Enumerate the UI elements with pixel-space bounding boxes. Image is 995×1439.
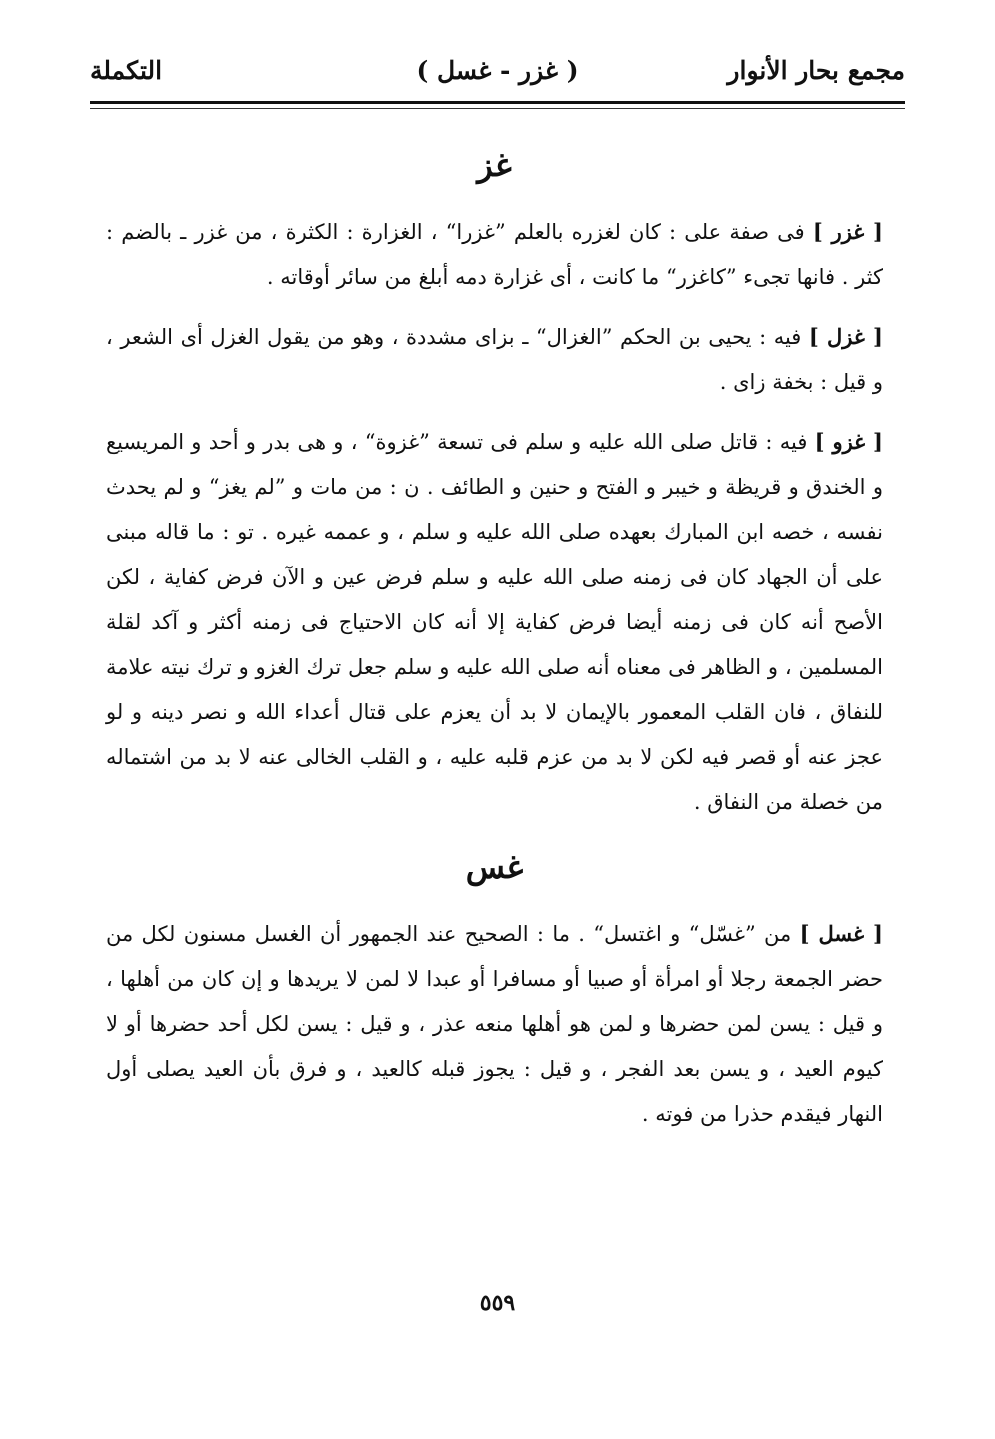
entry-text: من ”غسّل“ و اغتسل“ . ما : الصحيح عند الجمهور أن الغسل مسنون لكل من حضر الجمعة رجلا أو امرأة أو صبيا أو مسافرا أو عبدا لا لمن لا يريدها و إن كان من أهلها ، و قيل : يسن لمن حضرها و لمن هو أهلها منعه عذر ، و قيل : يسن لكل أحد حضرها أو لا كيوم العيد ، و يسن بعد الفجر ، و قيل : يجوز قبله كالعيد ، و فرق بأن العيد يصلى أول النهار فيقدم حذرا من فوته . (106, 922, 883, 1126)
section-ghs (106, 837, 883, 1137)
page-number: ٥٥٩ (479, 1290, 516, 1316)
entry-paragraph (106, 911, 883, 1137)
entry-headword: [ غسل ] (799, 921, 883, 946)
header-volume-label: التكملة (90, 55, 163, 85)
entry-headword: [ غزل ] (808, 324, 883, 349)
header-rule-thin (90, 108, 905, 109)
entry-text: فى صفة على : كان لغزره بالعلم ”غزرا“ ، الغزارة : الكثرة ، من غزر ـ بالضم : كثر . فانها تجىء ”كاغزر“ ما كانت ، أى غزارة دمه أبلغ من سائر أوقاته . (106, 220, 883, 289)
entry-paragraph (106, 419, 883, 825)
body-text (106, 135, 883, 1137)
header-entry-range: ( غزر - غسل ) (416, 55, 579, 85)
running-header (90, 48, 905, 92)
section-heading: غز (477, 146, 512, 184)
entry-paragraph (106, 314, 883, 405)
entry-headword: [ غزر ] (812, 219, 883, 244)
section-heading: غس (465, 848, 524, 886)
entry-text: فيه : قاتل صلى الله عليه و سلم فى تسعة ”غزوة“ ، و هى بدر و أحد و المريسيع و الخندق و قريظة و خيبر و الفتح و حنين و الطائف . ن : من مات و ”لم يغز“ و لم يحدث نفسه ، خصه ابن المبارك بعهده صلى الله عليه و سلم ، و عممه غيره . تو : ما قاله مبنى على أن الجهاد كان فى زمنه صلى الله عليه و سلم فرض عين و الآن فرض كفاية ، لكن الأصح أنه كان فى زمنه أيضا فرض كفاية إلا أنه كان الاحتياج فى زمنه أكثر و آكد لقلة المسلمين ، و الظاهر فى معناه أنه صلى الله عليه و سلم جعل ترك الغزو و ترك نيته علامة للنفاق ، فان القلب المعمور بالإيمان لا بد أن يعزم على قتال أعداء الله و نصر دينه و لو عجز عنه أو قصر فيه لكن لا بد من عزم قلبه عليه ، و القلب الخالى عنه لا بد من اشتماله من خصلة من النفاق . (106, 430, 883, 814)
section-ghz (106, 135, 883, 825)
entry-headword: [ غزو ] (814, 429, 883, 454)
entry-text: فيه : يحيى بن الحكم ”الغزال“ ـ بزاى مشددة ، وهو من يقول الغزل أى الشعر ، و قيل : بخفة زاى . (106, 325, 883, 394)
header-book-title: مجمع بحار الأنوار (727, 55, 905, 85)
header-rule-thick (90, 101, 905, 104)
entry-paragraph (106, 209, 883, 300)
